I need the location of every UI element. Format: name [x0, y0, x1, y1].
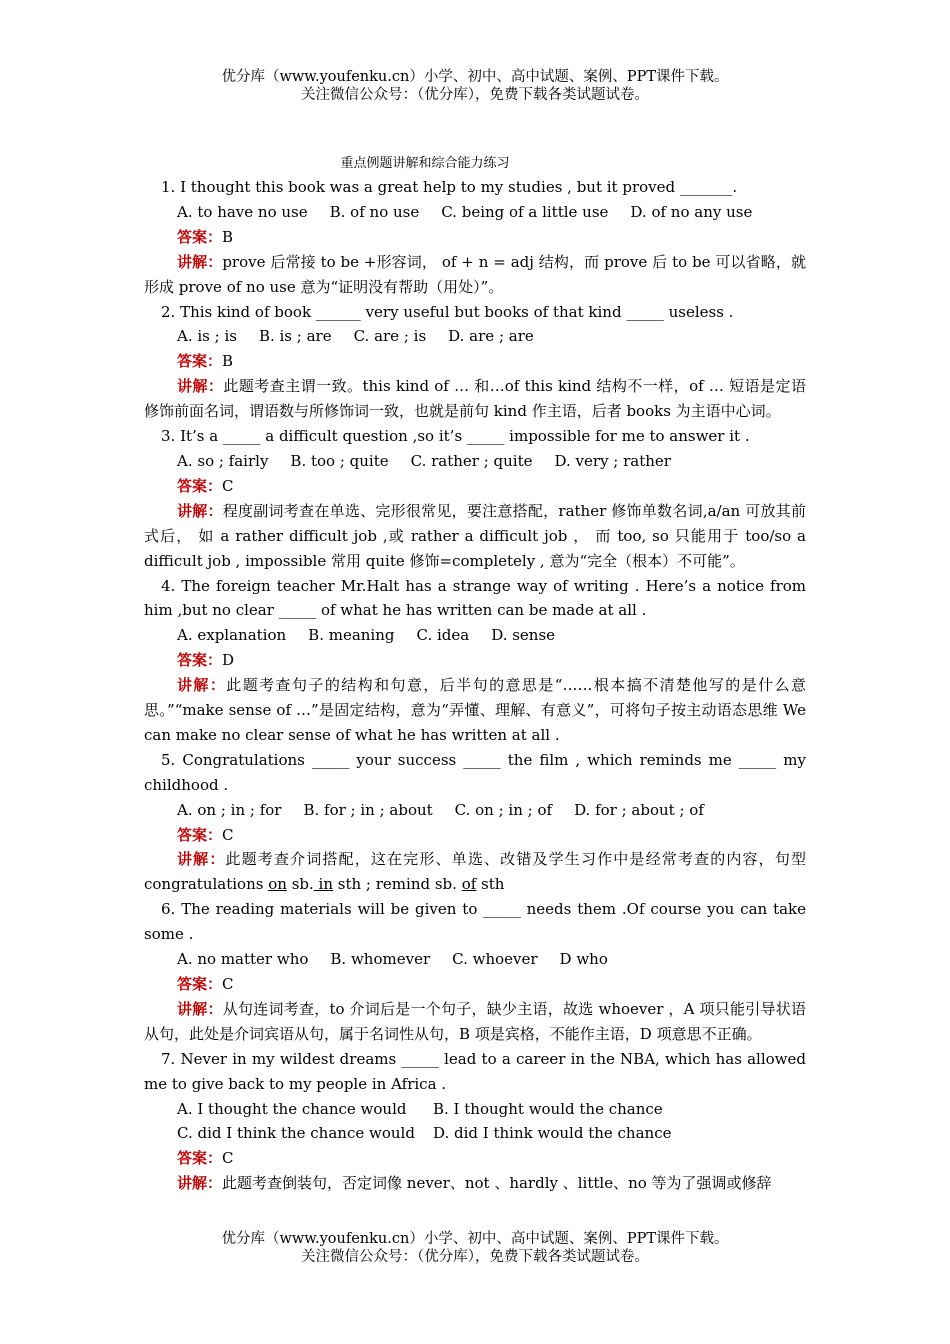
option: D. sense	[491, 626, 556, 645]
answer-value: C	[222, 975, 234, 993]
page-footer	[0, 1230, 950, 1266]
question-options	[144, 1097, 806, 1122]
option: D. for ; about ; of	[574, 800, 704, 819]
option: C. are ; is	[353, 327, 427, 346]
question-options	[144, 1121, 806, 1146]
answer-label: 答案：	[177, 352, 223, 371]
option: C. being of a little use	[441, 202, 609, 221]
pattern-text: sb.	[286, 875, 314, 894]
answer-line	[144, 474, 806, 499]
answer-value: C	[222, 1149, 234, 1168]
explain-label: 讲解：	[177, 1174, 223, 1193]
question-options	[144, 324, 806, 349]
question-options	[144, 449, 806, 474]
explain-label: 讲解：	[177, 501, 223, 520]
option: B. meaning	[308, 626, 395, 645]
answer-label: 答案：	[177, 825, 223, 844]
answer-label: 答案：	[177, 1149, 223, 1168]
answer-label: 答案：	[177, 476, 223, 495]
answer-label: 答案：	[177, 975, 223, 993]
option: B. is ; are	[258, 327, 332, 346]
explanation	[144, 673, 806, 748]
footer-line-1: 优分库（www.youfenku.cn）小学、初中、高中试题、案例、PPT课件下载。	[221, 1231, 729, 1247]
option: A. explanation	[177, 626, 287, 645]
option: D. did I think would the chance	[433, 1124, 672, 1143]
header-line-1: 优分库（www.youfenku.cn）小学、初中、高中试题、案例、PPT课件下载。	[221, 69, 729, 85]
answer-value: B	[222, 352, 234, 371]
question-stem: 7. Never in my wildest dreams _____ lead to a career in the NBA, which has allowed me to give back to my people in Africa .	[144, 1049, 806, 1093]
explanation-text: 程度副词考查在单选、完形很常见，要注意搭配，rather 修饰单数名词,a/an 可放其前式后， 如 a rather difficult job ,或 rather a difficult job ， 而 too, so 只能用于 too/so a difficult job , impossible 常用 quite 修饰=completely , 意为“完全（根本）不可能”。	[144, 501, 806, 570]
explain-label: 讲解：	[177, 999, 223, 1018]
option: C. idea	[416, 626, 470, 645]
option: C. on ; in ; of	[454, 800, 553, 819]
option: A. I thought the chance would	[177, 1099, 407, 1118]
answer-line	[144, 823, 806, 848]
answer-line	[144, 972, 806, 997]
option: A. so ; fairly	[177, 451, 269, 470]
option: D. are ; are	[448, 327, 534, 346]
answer-line	[144, 1146, 806, 1171]
option: A. to have no use	[177, 202, 308, 221]
question-stem: 6. The reading materials will be given to _____ needs them .Of course you can take some .	[144, 900, 806, 944]
question-options	[144, 200, 806, 225]
explanation	[144, 1171, 806, 1196]
underlined-preposition: of	[461, 875, 477, 894]
explain-label: 讲解：	[177, 676, 227, 695]
question-stem: 5. Congratulations _____ your success _____ the film , which reminds me _____ my childhood .	[144, 750, 806, 794]
underlined-preposition: in	[313, 875, 333, 894]
explanation-text: 此题考查主谓一致。this kind of … 和…of this kind 结构不一样，of … 短语是定语修饰前面名词，谓语数与所修饰词一致，也就是前句 kind 作主语，后者 books 为主语中心词。	[144, 377, 806, 421]
option: B. too ; quite	[290, 451, 389, 470]
underlined-preposition: on	[268, 875, 287, 894]
option: B. for ; in ; about	[303, 800, 433, 819]
question-list	[144, 175, 806, 1196]
question-stem: 2. This kind of book ______ very useful but books of that kind _____ useless .	[161, 302, 734, 321]
option: C. whoever	[452, 950, 538, 969]
option: C. rather ; quite	[410, 451, 533, 470]
explanation	[144, 847, 806, 897]
pattern-text: congratulations	[144, 875, 269, 894]
option: B. I thought would the chance	[433, 1099, 663, 1118]
option: B. of no use	[329, 202, 420, 221]
explanation	[144, 997, 806, 1047]
explanation-text: 此题考查句子的结构和句意，后半句的意思是“……根本搞不清楚他写的是什么意思。”“make sense of …”是固定结构，意为“弄懂、理解、有意义”，可将句子按主动语态思维 We can make no clear sense of what he has written at all .	[144, 676, 806, 744]
header-line-2: 关注微信公众号：（优分库），免费下载各类试题试卷。	[301, 87, 649, 103]
option: B. whomever	[330, 950, 431, 969]
explanation	[144, 499, 806, 574]
option: D. very ; rather	[554, 451, 671, 470]
question-options	[144, 623, 806, 648]
page-header	[0, 68, 950, 104]
question-stem: 3. It’s a _____ a difficult question ,so it’s _____ impossible for me to answer it .	[161, 427, 750, 446]
footer-line-2: 关注微信公众号：（优分库），免费下载各类试题试卷。	[301, 1249, 649, 1265]
explain-label: 讲解：	[177, 252, 223, 271]
explanation-text: prove 后常接 to be +形容词， of + n = adj 结构，而 prove 后 to be 可以省略，就形成 prove of no use 意为“证明没有帮助（用处）”。	[144, 252, 806, 296]
explanation-text: 此题考查介词搭配，这在完形、单选、改错及学生习作中是经常考查的内容，句型	[225, 850, 806, 869]
pattern-text: sth ; remind sb.	[333, 875, 462, 894]
pattern-text: sth	[476, 875, 505, 894]
answer-value: B	[222, 227, 234, 246]
option: D. of no any use	[630, 202, 753, 221]
option: A. is ; is	[177, 327, 237, 346]
option: A. on ; in ; for	[177, 800, 282, 819]
option: C. did I think the chance would	[177, 1124, 415, 1143]
explain-label: 讲解：	[177, 377, 224, 396]
explain-label: 讲解：	[177, 850, 226, 869]
option: D who	[559, 950, 608, 969]
answer-label: 答案：	[177, 227, 223, 246]
answer-line	[144, 225, 806, 250]
answer-line	[144, 349, 806, 374]
question-stem: 4. The foreign teacher Mr.Halt has a strange way of writing . Here’s a notice from him ,but no clear _____ of what he has written can be made at all .	[144, 576, 806, 620]
question-options	[144, 798, 806, 823]
explanation	[144, 374, 806, 424]
explanation-text: 从句连词考查，to 介词后是一个句子，缺少主语，故选 whoever ，A 项只能引导状语从句，此处是介词宾语从句，属于名词性从句，B 项是宾格，不能作主语，D 项意思不正确。	[144, 999, 806, 1043]
question-stem: 1. I thought this book was a great help to my studies , but it proved _______.	[161, 178, 738, 196]
question-options	[144, 947, 806, 972]
answer-value: C	[222, 825, 234, 844]
answer-line	[144, 648, 806, 673]
answer-value: C	[222, 476, 234, 495]
answer-value: D	[222, 651, 235, 670]
explanation-text: 此题考查倒装句，否定词像 never、not 、hardly 、little、no 等为了强调或修辞	[222, 1174, 772, 1193]
answer-label: 答案：	[177, 651, 223, 670]
option: A. no matter who	[177, 950, 309, 969]
doc-title: 重点例题讲解和综合能力练习	[340, 156, 510, 171]
explanation	[144, 250, 806, 300]
